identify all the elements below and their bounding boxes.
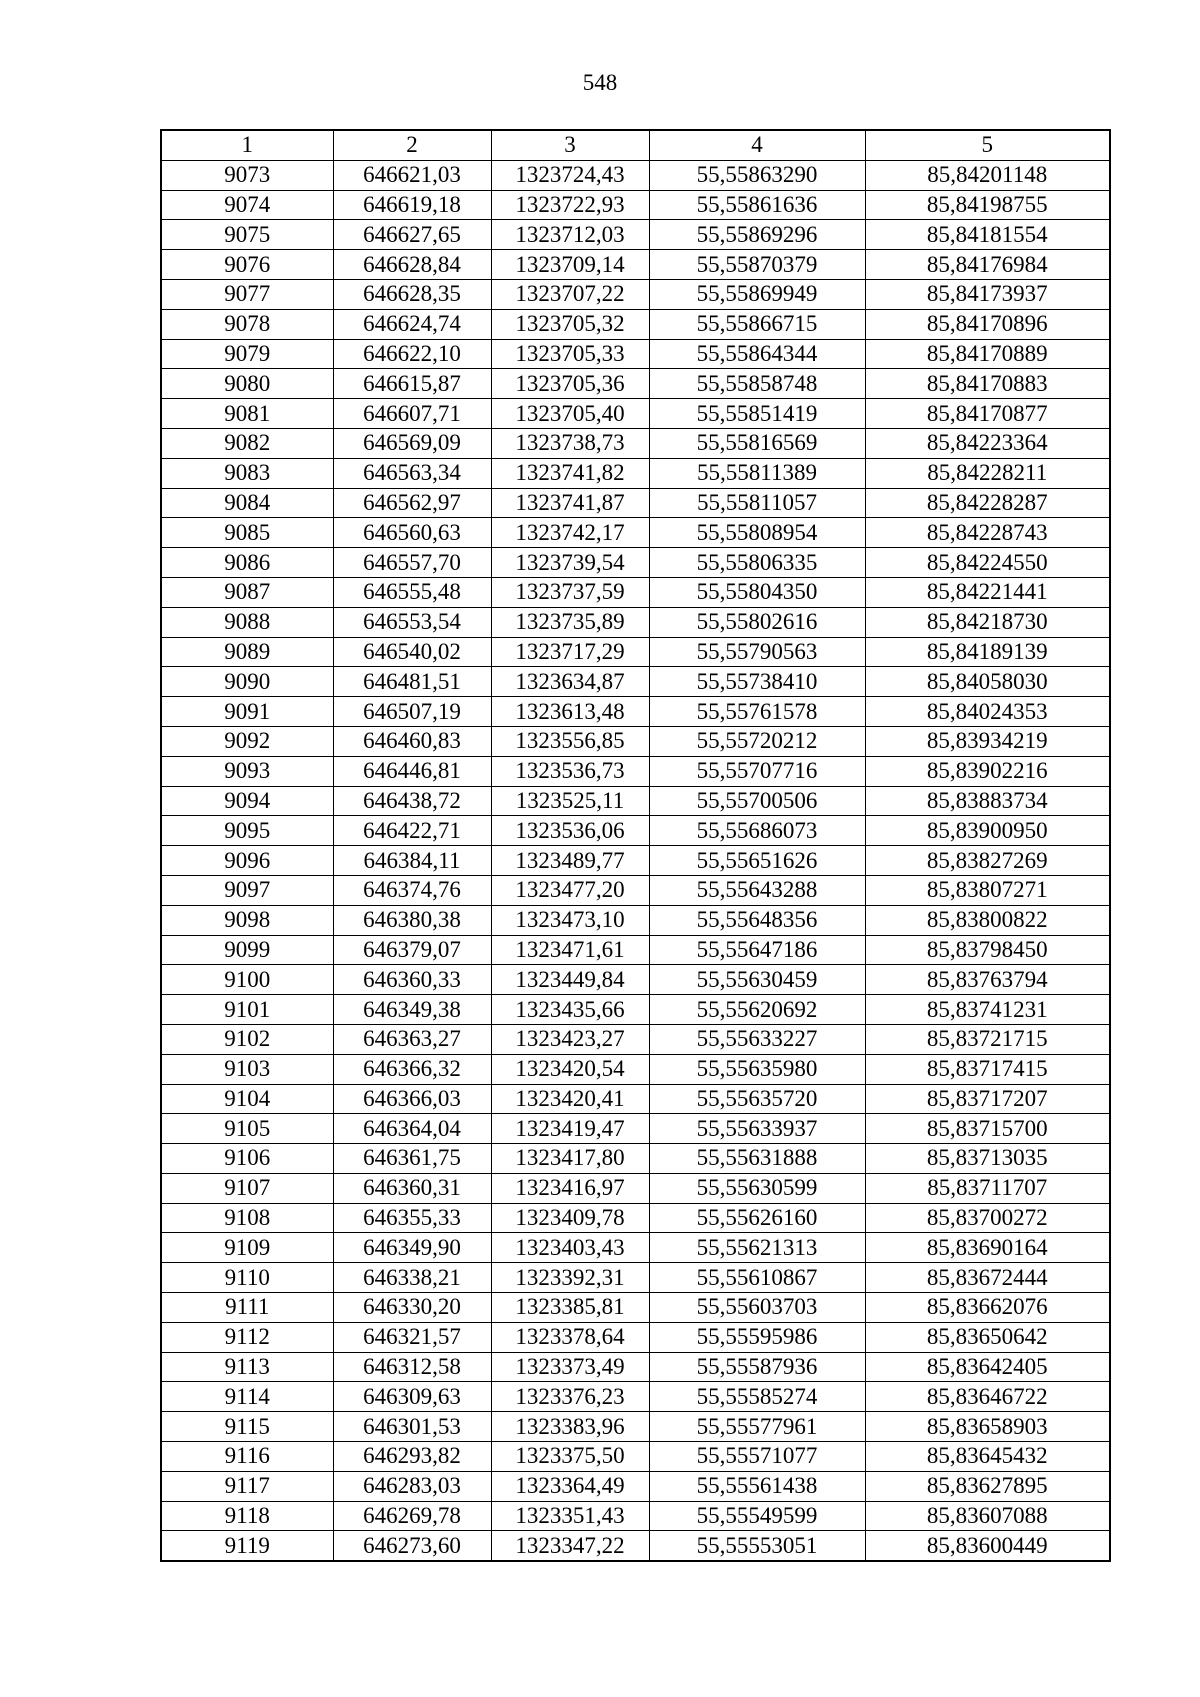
table-cell-col-2: 646563,34 — [333, 458, 491, 488]
table-cell-col-3: 1323409,78 — [491, 1203, 649, 1233]
table-cell-col-4: 55,55686073 — [649, 816, 865, 846]
table-cell-col-1: 9087 — [161, 577, 333, 607]
table-cell-col-3: 1323735,89 — [491, 607, 649, 637]
table-cell-col-2: 646555,48 — [333, 577, 491, 607]
table-cell-col-5: 85,83800822 — [865, 905, 1110, 935]
table-cell-col-4: 55,55866715 — [649, 309, 865, 339]
table-cell-col-3: 1323473,10 — [491, 905, 649, 935]
table-cell-col-2: 646379,07 — [333, 935, 491, 965]
table-cell-col-1: 9103 — [161, 1054, 333, 1084]
table-cell-col-5: 85,83627895 — [865, 1471, 1110, 1501]
column-header-4: 4 — [649, 130, 865, 160]
table-cell-col-5: 85,84223364 — [865, 428, 1110, 458]
table-cell-col-5: 85,84170896 — [865, 309, 1110, 339]
table-cell-col-2: 646562,97 — [333, 488, 491, 518]
table-cell-col-3: 1323742,17 — [491, 518, 649, 548]
table-cell-col-3: 1323724,43 — [491, 160, 649, 190]
table-cell-col-2: 646621,03 — [333, 160, 491, 190]
table-cell-col-1: 9099 — [161, 935, 333, 965]
table-row — [161, 1054, 1110, 1084]
table-row — [161, 250, 1110, 280]
table-cell-col-3: 1323347,22 — [491, 1531, 649, 1561]
table-cell-col-3: 1323364,49 — [491, 1471, 649, 1501]
table-cell-col-5: 85,84201148 — [865, 160, 1110, 190]
table-row — [161, 637, 1110, 667]
table-cell-col-1: 9079 — [161, 339, 333, 369]
table-cell-col-5: 85,83646722 — [865, 1382, 1110, 1412]
table-cell-col-4: 55,55870379 — [649, 250, 865, 280]
table-cell-col-5: 85,83883734 — [865, 786, 1110, 816]
table-cell-col-5: 85,84198755 — [865, 190, 1110, 220]
page-number: 548 — [582, 70, 618, 95]
table-cell-col-1: 9081 — [161, 399, 333, 429]
table-cell-col-1: 9083 — [161, 458, 333, 488]
table-cell-col-3: 1323722,93 — [491, 190, 649, 220]
table-cell-col-2: 646349,90 — [333, 1233, 491, 1263]
table-cell-col-4: 55,55571077 — [649, 1442, 865, 1472]
table-cell-col-1: 9108 — [161, 1203, 333, 1233]
table-cell-col-2: 646438,72 — [333, 786, 491, 816]
table-cell-col-3: 1323392,31 — [491, 1263, 649, 1293]
table-cell-col-1: 9105 — [161, 1114, 333, 1144]
table-cell-col-3: 1323420,54 — [491, 1054, 649, 1084]
table-cell-col-4: 55,55811389 — [649, 458, 865, 488]
table-cell-col-3: 1323471,61 — [491, 935, 649, 965]
table-cell-col-1: 9116 — [161, 1442, 333, 1472]
table-cell-col-3: 1323536,73 — [491, 756, 649, 786]
table-cell-col-1: 9077 — [161, 279, 333, 309]
table-row — [161, 1531, 1110, 1561]
table-cell-col-2: 646366,03 — [333, 1084, 491, 1114]
table-header — [161, 130, 1110, 160]
table-cell-col-5: 85,83645432 — [865, 1442, 1110, 1472]
table-cell-col-3: 1323707,22 — [491, 279, 649, 309]
table-cell-col-4: 55,55561438 — [649, 1471, 865, 1501]
table-cell-col-5: 85,84189139 — [865, 637, 1110, 667]
table-cell-col-2: 646309,63 — [333, 1382, 491, 1412]
table-cell-col-2: 646321,57 — [333, 1322, 491, 1352]
table-row — [161, 1144, 1110, 1174]
table-cell-col-1: 9094 — [161, 786, 333, 816]
table-cell-col-1: 9092 — [161, 726, 333, 756]
table-cell-col-2: 646627,65 — [333, 220, 491, 250]
table-cell-col-1: 9118 — [161, 1501, 333, 1531]
table-cell-col-3: 1323705,36 — [491, 369, 649, 399]
header-row — [161, 130, 1110, 160]
table-cell-col-3: 1323423,27 — [491, 1024, 649, 1054]
table-cell-col-3: 1323449,84 — [491, 965, 649, 995]
table-cell-col-1: 9078 — [161, 309, 333, 339]
table-cell-col-3: 1323737,59 — [491, 577, 649, 607]
table-cell-col-4: 55,55587936 — [649, 1352, 865, 1382]
table-cell-col-3: 1323536,06 — [491, 816, 649, 846]
table-cell-col-5: 85,83827269 — [865, 846, 1110, 876]
column-header-2: 2 — [333, 130, 491, 160]
table-cell-col-3: 1323373,49 — [491, 1352, 649, 1382]
table-cell-col-2: 646366,32 — [333, 1054, 491, 1084]
table-cell-col-1: 9113 — [161, 1352, 333, 1382]
table-cell-col-5: 85,83934219 — [865, 726, 1110, 756]
table-cell-col-1: 9096 — [161, 846, 333, 876]
table-cell-col-4: 55,55630599 — [649, 1173, 865, 1203]
table-cell-col-5: 85,83763794 — [865, 965, 1110, 995]
table-cell-col-2: 646301,53 — [333, 1412, 491, 1442]
table-cell-col-4: 55,55631888 — [649, 1144, 865, 1174]
table-row — [161, 995, 1110, 1025]
table-cell-col-2: 646615,87 — [333, 369, 491, 399]
table-row — [161, 1352, 1110, 1382]
table-cell-col-2: 646422,71 — [333, 816, 491, 846]
table-cell-col-2: 646628,84 — [333, 250, 491, 280]
table-row — [161, 786, 1110, 816]
table-cell-col-5: 85,83658903 — [865, 1412, 1110, 1442]
table-cell-col-5: 85,83607088 — [865, 1501, 1110, 1531]
table-cell-col-4: 55,55648356 — [649, 905, 865, 935]
table-cell-col-4: 55,55802616 — [649, 607, 865, 637]
table-cell-col-2: 646360,33 — [333, 965, 491, 995]
table-cell-col-4: 55,55549599 — [649, 1501, 865, 1531]
table-cell-col-3: 1323351,43 — [491, 1501, 649, 1531]
table-cell-col-4: 55,55633937 — [649, 1114, 865, 1144]
table-cell-col-5: 85,83600449 — [865, 1531, 1110, 1561]
table-cell-col-4: 55,55851419 — [649, 399, 865, 429]
table-cell-col-1: 9115 — [161, 1412, 333, 1442]
table-cell-col-2: 646273,60 — [333, 1531, 491, 1561]
table-cell-col-4: 55,55808954 — [649, 518, 865, 548]
table-cell-col-4: 55,55761578 — [649, 697, 865, 727]
table-cell-col-4: 55,55635720 — [649, 1084, 865, 1114]
table-cell-col-2: 646349,38 — [333, 995, 491, 1025]
table-cell-col-2: 646607,71 — [333, 399, 491, 429]
table-cell-col-4: 55,55804350 — [649, 577, 865, 607]
table-row — [161, 607, 1110, 637]
table-cell-col-3: 1323556,85 — [491, 726, 649, 756]
table-row — [161, 190, 1110, 220]
table-cell-col-2: 646624,74 — [333, 309, 491, 339]
table-cell-col-4: 55,55626160 — [649, 1203, 865, 1233]
table-cell-col-2: 646540,02 — [333, 637, 491, 667]
column-header-1: 1 — [161, 130, 333, 160]
table-cell-col-5: 85,83642405 — [865, 1352, 1110, 1382]
table-cell-col-1: 9114 — [161, 1382, 333, 1412]
table-cell-col-4: 55,55861636 — [649, 190, 865, 220]
table-cell-col-1: 9086 — [161, 548, 333, 578]
table-cell-col-5: 85,83715700 — [865, 1114, 1110, 1144]
table-row — [161, 548, 1110, 578]
table-cell-col-4: 55,55595986 — [649, 1322, 865, 1352]
table-cell-col-3: 1323417,80 — [491, 1144, 649, 1174]
table-cell-col-2: 646619,18 — [333, 190, 491, 220]
table-cell-col-2: 646312,58 — [333, 1352, 491, 1382]
table-cell-col-2: 646446,81 — [333, 756, 491, 786]
table-cell-col-3: 1323385,81 — [491, 1293, 649, 1323]
table-cell-col-3: 1323375,50 — [491, 1442, 649, 1472]
table-cell-col-1: 9074 — [161, 190, 333, 220]
table-cell-col-1: 9119 — [161, 1531, 333, 1561]
table-cell-col-2: 646374,76 — [333, 875, 491, 905]
table-cell-col-1: 9080 — [161, 369, 333, 399]
table-row — [161, 846, 1110, 876]
table-cell-col-4: 55,55635980 — [649, 1054, 865, 1084]
table-cell-col-1: 9107 — [161, 1173, 333, 1203]
table-cell-col-1: 9088 — [161, 607, 333, 637]
table-cell-col-2: 646628,35 — [333, 279, 491, 309]
table-cell-col-4: 55,55553051 — [649, 1531, 865, 1561]
table-cell-col-4: 55,55806335 — [649, 548, 865, 578]
table-cell-col-2: 646360,31 — [333, 1173, 491, 1203]
table-row — [161, 697, 1110, 727]
table-row — [161, 279, 1110, 309]
table-row — [161, 518, 1110, 548]
table-cell-col-4: 55,55869949 — [649, 279, 865, 309]
table-cell-col-5: 85,83662076 — [865, 1293, 1110, 1323]
table-cell-col-1: 9085 — [161, 518, 333, 548]
table-row — [161, 458, 1110, 488]
table-row — [161, 1233, 1110, 1263]
table-cell-col-5: 85,83713035 — [865, 1144, 1110, 1174]
table-row — [161, 1203, 1110, 1233]
table-cell-col-2: 646293,82 — [333, 1442, 491, 1472]
table-cell-col-3: 1323709,14 — [491, 250, 649, 280]
table-cell-col-5: 85,84228743 — [865, 518, 1110, 548]
table-cell-col-2: 646622,10 — [333, 339, 491, 369]
table-cell-col-4: 55,55630459 — [649, 965, 865, 995]
table-cell-col-3: 1323378,64 — [491, 1322, 649, 1352]
table-cell-col-1: 9097 — [161, 875, 333, 905]
table-cell-col-3: 1323525,11 — [491, 786, 649, 816]
table-cell-col-2: 646507,19 — [333, 697, 491, 727]
table-cell-col-1: 9101 — [161, 995, 333, 1025]
table-cell-col-2: 646338,21 — [333, 1263, 491, 1293]
table-cell-col-3: 1323741,87 — [491, 488, 649, 518]
table-cell-col-1: 9102 — [161, 1024, 333, 1054]
table-cell-col-4: 55,55585274 — [649, 1382, 865, 1412]
table-cell-col-4: 55,55633227 — [649, 1024, 865, 1054]
table-cell-col-4: 55,55816569 — [649, 428, 865, 458]
table-cell-col-4: 55,55869296 — [649, 220, 865, 250]
table-row — [161, 965, 1110, 995]
table-cell-col-1: 9075 — [161, 220, 333, 250]
table-cell-col-5: 85,83711707 — [865, 1173, 1110, 1203]
table-cell-col-4: 55,55643288 — [649, 875, 865, 905]
table-row — [161, 1173, 1110, 1203]
table-row — [161, 1024, 1110, 1054]
table-cell-col-3: 1323717,29 — [491, 637, 649, 667]
table-row — [161, 220, 1110, 250]
table-cell-col-4: 55,55603703 — [649, 1293, 865, 1323]
table-row — [161, 1084, 1110, 1114]
table-cell-col-5: 85,83902216 — [865, 756, 1110, 786]
table-cell-col-2: 646384,11 — [333, 846, 491, 876]
table-row — [161, 1501, 1110, 1531]
column-header-3: 3 — [491, 130, 649, 160]
table-cell-col-5: 85,84228287 — [865, 488, 1110, 518]
table-cell-col-2: 646361,75 — [333, 1144, 491, 1174]
table-cell-col-1: 9084 — [161, 488, 333, 518]
table-cell-col-5: 85,83717207 — [865, 1084, 1110, 1114]
table-row — [161, 1322, 1110, 1352]
table-cell-col-1: 9091 — [161, 697, 333, 727]
table-row — [161, 905, 1110, 935]
table-cell-col-5: 85,84170889 — [865, 339, 1110, 369]
table-cell-col-1: 9110 — [161, 1263, 333, 1293]
table-cell-col-1: 9112 — [161, 1322, 333, 1352]
table-cell-col-1: 9076 — [161, 250, 333, 280]
table-row — [161, 756, 1110, 786]
table-cell-col-5: 85,84228211 — [865, 458, 1110, 488]
table-cell-col-5: 85,83700272 — [865, 1203, 1110, 1233]
table-cell-col-5: 85,83672444 — [865, 1263, 1110, 1293]
table-cell-col-1: 9104 — [161, 1084, 333, 1114]
table-cell-col-2: 646330,20 — [333, 1293, 491, 1323]
table-cell-col-2: 646364,04 — [333, 1114, 491, 1144]
table-cell-col-4: 55,55577961 — [649, 1412, 865, 1442]
table-cell-col-5: 85,83900950 — [865, 816, 1110, 846]
table-cell-col-5: 85,84181554 — [865, 220, 1110, 250]
table-cell-col-2: 646283,03 — [333, 1471, 491, 1501]
table-cell-col-3: 1323420,41 — [491, 1084, 649, 1114]
table-cell-col-1: 9100 — [161, 965, 333, 995]
table-cell-col-4: 55,55720212 — [649, 726, 865, 756]
table-row — [161, 1382, 1110, 1412]
table-cell-col-4: 55,55790563 — [649, 637, 865, 667]
table-row — [161, 1114, 1110, 1144]
table-row — [161, 339, 1110, 369]
table-cell-col-2: 646460,83 — [333, 726, 491, 756]
table-body — [161, 160, 1110, 1561]
table-cell-col-1: 9117 — [161, 1471, 333, 1501]
table-row — [161, 1471, 1110, 1501]
table-cell-col-2: 646569,09 — [333, 428, 491, 458]
table-cell-col-5: 85,84176984 — [865, 250, 1110, 280]
column-header-5: 5 — [865, 130, 1110, 160]
table-row — [161, 160, 1110, 190]
table-cell-col-4: 55,55863290 — [649, 160, 865, 190]
table-row — [161, 875, 1110, 905]
table-row — [161, 935, 1110, 965]
coordinates-table — [160, 129, 1111, 1562]
table-cell-col-3: 1323712,03 — [491, 220, 649, 250]
table-cell-col-1: 9089 — [161, 637, 333, 667]
table-cell-col-2: 646269,78 — [333, 1501, 491, 1531]
table-cell-col-3: 1323376,23 — [491, 1382, 649, 1412]
table-row — [161, 369, 1110, 399]
table-row — [161, 399, 1110, 429]
table-cell-col-3: 1323705,40 — [491, 399, 649, 429]
table-cell-col-3: 1323489,77 — [491, 846, 649, 876]
table-cell-col-5: 85,84218730 — [865, 607, 1110, 637]
table-cell-col-1: 9109 — [161, 1233, 333, 1263]
table-row — [161, 1412, 1110, 1442]
table-cell-col-4: 55,55738410 — [649, 667, 865, 697]
table-cell-col-4: 55,55651626 — [649, 846, 865, 876]
table-cell-col-3: 1323634,87 — [491, 667, 649, 697]
table-cell-col-5: 85,83741231 — [865, 995, 1110, 1025]
table-cell-col-5: 85,83690164 — [865, 1233, 1110, 1263]
table-cell-col-4: 55,55621313 — [649, 1233, 865, 1263]
table-cell-col-2: 646553,54 — [333, 607, 491, 637]
table-cell-col-1: 9082 — [161, 428, 333, 458]
table-cell-col-4: 55,55811057 — [649, 488, 865, 518]
table-cell-col-2: 646363,27 — [333, 1024, 491, 1054]
table-cell-col-3: 1323705,33 — [491, 339, 649, 369]
table-cell-col-3: 1323435,66 — [491, 995, 649, 1025]
table-cell-col-5: 85,84221441 — [865, 577, 1110, 607]
table-cell-col-3: 1323419,47 — [491, 1114, 649, 1144]
table-cell-col-4: 55,55610867 — [649, 1263, 865, 1293]
table-cell-col-3: 1323613,48 — [491, 697, 649, 727]
table-cell-col-5: 85,83807271 — [865, 875, 1110, 905]
table-cell-col-5: 85,83650642 — [865, 1322, 1110, 1352]
table-cell-col-4: 55,55620692 — [649, 995, 865, 1025]
table-cell-col-1: 9090 — [161, 667, 333, 697]
table-cell-col-4: 55,55700506 — [649, 786, 865, 816]
table-cell-col-2: 646380,38 — [333, 905, 491, 935]
table-cell-col-1: 9093 — [161, 756, 333, 786]
table-row — [161, 428, 1110, 458]
table-cell-col-5: 85,83798450 — [865, 935, 1110, 965]
table-cell-col-5: 85,84170877 — [865, 399, 1110, 429]
table-row — [161, 488, 1110, 518]
table-cell-col-5: 85,84058030 — [865, 667, 1110, 697]
table-cell-col-4: 55,55707716 — [649, 756, 865, 786]
table-cell-col-2: 646557,70 — [333, 548, 491, 578]
table-row — [161, 309, 1110, 339]
table-cell-col-4: 55,55858748 — [649, 369, 865, 399]
table-row — [161, 726, 1110, 756]
table-cell-col-5: 85,83721715 — [865, 1024, 1110, 1054]
table-cell-col-5: 85,84024353 — [865, 697, 1110, 727]
table-cell-col-1: 9106 — [161, 1144, 333, 1174]
table-cell-col-3: 1323705,32 — [491, 309, 649, 339]
table-cell-col-3: 1323741,82 — [491, 458, 649, 488]
table-cell-col-3: 1323477,20 — [491, 875, 649, 905]
table-row — [161, 816, 1110, 846]
table-cell-col-4: 55,55647186 — [649, 935, 865, 965]
table-cell-col-1: 9098 — [161, 905, 333, 935]
table-cell-col-1: 9111 — [161, 1293, 333, 1323]
table-cell-col-3: 1323383,96 — [491, 1412, 649, 1442]
table-row — [161, 1263, 1110, 1293]
table-row — [161, 667, 1110, 697]
table-cell-col-5: 85,84224550 — [865, 548, 1110, 578]
table-cell-col-2: 646355,33 — [333, 1203, 491, 1233]
table-cell-col-4: 55,55864344 — [649, 339, 865, 369]
table-cell-col-2: 646560,63 — [333, 518, 491, 548]
table-cell-col-5: 85,84173937 — [865, 279, 1110, 309]
table-cell-col-5: 85,83717415 — [865, 1054, 1110, 1084]
table-row — [161, 1293, 1110, 1323]
table-cell-col-3: 1323416,97 — [491, 1173, 649, 1203]
table-cell-col-3: 1323739,54 — [491, 548, 649, 578]
table-cell-col-3: 1323403,43 — [491, 1233, 649, 1263]
table-cell-col-3: 1323738,73 — [491, 428, 649, 458]
table-cell-col-5: 85,84170883 — [865, 369, 1110, 399]
table-row — [161, 577, 1110, 607]
table-row — [161, 1442, 1110, 1472]
table-cell-col-1: 9095 — [161, 816, 333, 846]
table-cell-col-1: 9073 — [161, 160, 333, 190]
table-cell-col-2: 646481,51 — [333, 667, 491, 697]
